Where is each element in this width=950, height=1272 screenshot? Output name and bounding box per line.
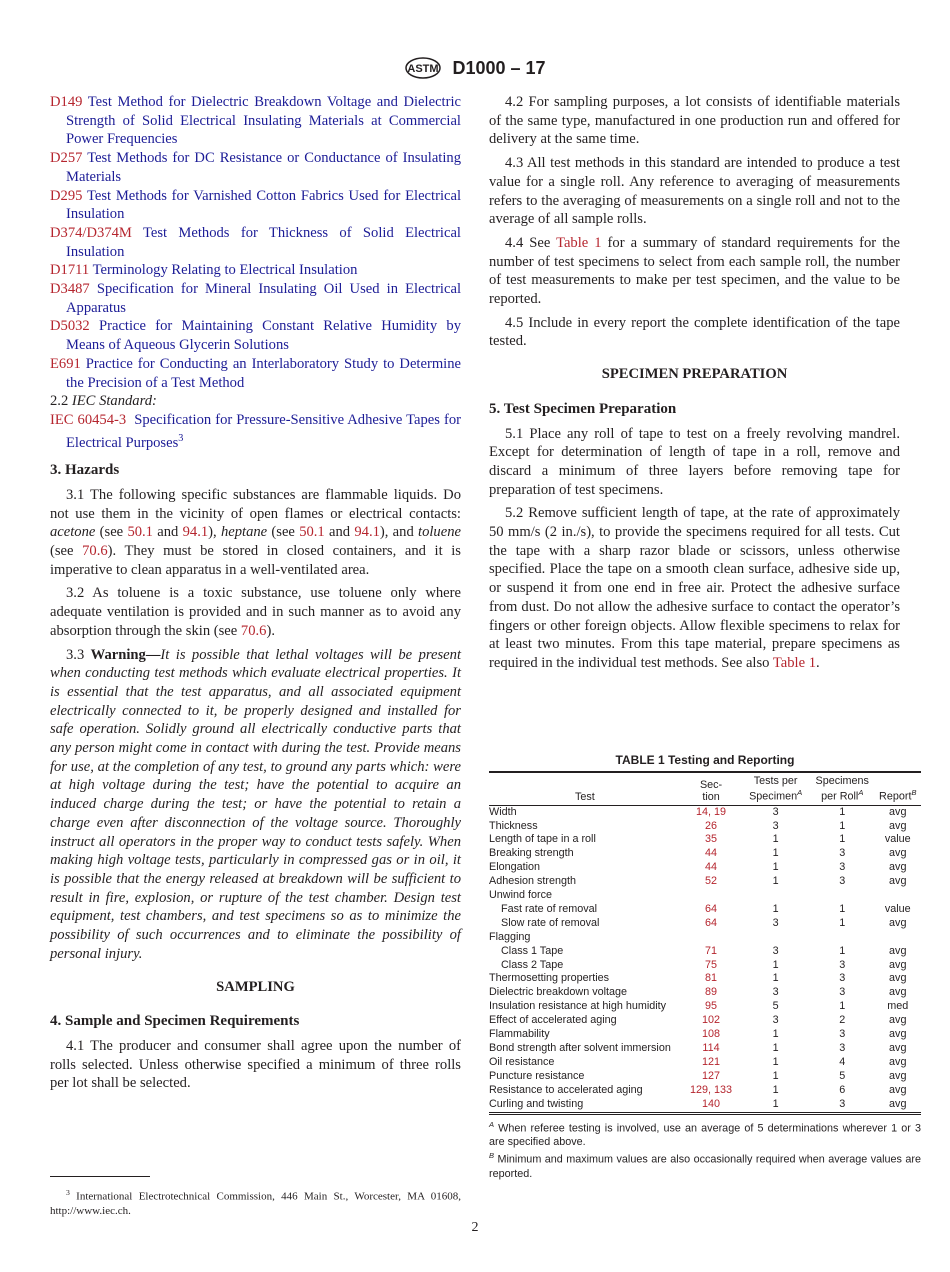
cell-report: avg [889,944,907,957]
cell-specimens-per-roll: 1 [839,833,846,846]
cell-specimens-per-roll: 5 [839,1069,846,1082]
reference-item-iec [50,411,461,452]
cell-test: Puncture resistance [489,1069,585,1082]
page-header [0,56,950,80]
cell-test: Insulation resistance at high humidity [489,1000,667,1013]
cell-section-link[interactable]: 95 [705,1000,718,1013]
cell-report: avg [889,916,907,929]
reference-title-link[interactable]: Test Methods for Varnished Cotton Fabrics Used for Electrical Insulation [66,187,462,223]
cell-test: Slow rate of removal [501,916,600,929]
paragraph-4-4: 4.4 See Table 1 for a summary of standard requirements for the number of test specimens to select from each sample roll, the number of test measurements to make per test specimen, and the value to be reported. [489,234,900,308]
cell-report: avg [889,1097,907,1110]
table-row [489,959,921,973]
cell-specimens-per-roll: 3 [839,861,846,874]
table-title: TABLE 1 Testing and Reporting [615,753,795,767]
reference-code-link[interactable]: D257 [50,150,83,167]
reference-title-link[interactable]: Terminology Relating to Electrical Insulation [92,262,358,279]
cell-section-link[interactable]: 35 [705,833,718,846]
reference-item [50,280,461,317]
cell-tests-per-specimen: 3 [772,986,779,999]
reference-code-link[interactable]: D3487 [50,281,90,298]
testing-reporting-table [489,771,921,1115]
cell-test: Dielectric breakdown voltage [489,986,628,999]
paragraph-5-1: 5.1 Place any roll of tape to test on a freely revolving mandrel. Except for determination of length of tape in a roll, remove and discard a minimum of three layers before removing tape for preparation of test specimens. [489,425,900,498]
cell-test: Unwind force [489,889,553,902]
paragraph-5-2: 5.2 Remove sufficient length of tape, at the rate of approximately 50 mm/s (2 in./s), to provide the specimens required for all tests. Cut the tape with a sharp razor blade or scissors, unless otherwise specified. Place the tape on a smooth clean surface, adhesive side up, or suspend it from one end in free air. Protect the adhesive surface from dust. Do not allow the adhesive surface to contact the operator’s fingers or other foreign objects. Allow flexible specimens to relax for at least two minutes. From this tape material, prepare specimens as required in the individual test methods. See also Table 1. [489,505,900,671]
cell-tests-per-specimen [741,889,810,903]
cell-specimens-per-roll: 3 [839,986,846,999]
cell-section-link[interactable]: 64 [705,916,718,929]
reference-title-link[interactable]: Test Method for Dielectric Breakdown Voltage and Dielectric Strength of Solid Electrical Insulating Materials at Commercial Power Frequencies [66,94,461,148]
table-row [489,1098,921,1113]
cell-section-link[interactable]: 52 [705,875,718,888]
paragraph-3-1: 3.1 The following specific substances are flammable liquids. Do not use them in the vicinity of open flames or electrical contacts: acetone (see 50.1 and 94.1), heptane (see 50.1 and 94.1), and toluene (see 70.6). They must be stored in closed containers, and it is imperative to clean apparatus in a well-ventilated area. [50,486,461,578]
column-header-tests-per-specimen: Tests per Specimen$^A$ [749,775,803,803]
cell-tests-per-specimen [741,931,810,945]
left-column [50,93,461,1098]
cell-specimens-per-roll [810,931,875,945]
table-row [489,875,921,889]
cell-section-link [681,931,742,945]
table-row [489,847,921,861]
cell-report: avg [889,819,907,832]
cell-section-link[interactable]: 121 [702,1055,721,1068]
table-note-b: $^B$ Minimum and maximum values are also occasionally required when average values are reported. [489,1151,921,1180]
cell-tests-per-specimen: 1 [772,875,779,888]
paragraph-4-1: 4.1 The producer and consumer shall agree upon the number of rolls selected. Unless otherwise specified a minimum of three rolls per lot shall be selected. [50,1037,461,1092]
section-link[interactable]: 50.1 [299,524,325,541]
cell-report: avg [889,875,907,888]
table-1-link[interactable]: Table 1 [772,654,817,671]
table-header-row [489,772,921,805]
cell-report: avg [889,1014,907,1027]
cell-test: Fast rate of removal [501,902,598,915]
table-body [489,805,921,1113]
cell-specimens-per-roll: 3 [839,875,846,888]
cell-tests-per-specimen: 5 [772,1000,779,1013]
cell-section-link[interactable]: 81 [705,972,718,985]
section-link[interactable]: 70.6 [240,622,267,639]
cell-specimens-per-roll: 4 [839,1055,846,1068]
section-title-specimen-preparation: SPECIMEN PREPARATION [601,366,788,383]
cell-specimens-per-roll [810,889,875,903]
cell-test: Breaking strength [489,847,574,860]
cell-report: avg [889,805,907,818]
section-heading-test-specimen-preparation: 5. Test Specimen Preparation [489,400,677,417]
cell-section-link[interactable]: 26 [705,819,718,832]
reference-code-link[interactable]: D374/D374M [50,224,132,241]
column-header-report: Report$^B$ [879,788,917,803]
table-row [489,833,921,847]
cell-section-link[interactable]: 140 [702,1097,721,1110]
table-row [489,931,921,945]
cell-specimens-per-roll: 3 [839,958,846,971]
paragraph-4-2: 4.2 For sampling purposes, a lot consists of identifiable materials of the same type, manufactured in one production run and offered for delivery at the same time. [489,94,900,148]
footnote-marker[interactable]: 3 [178,432,184,444]
astm-logo-icon [404,56,442,80]
cell-specimens-per-roll: 3 [839,847,846,860]
cell-specimens-per-roll: 2 [839,1014,846,1027]
cell-section-link [681,889,742,903]
cell-tests-per-specimen: 1 [772,1097,779,1110]
cell-section-link[interactable]: 108 [702,1028,721,1041]
cell-report: value [884,902,911,915]
column-header-specimens-per-roll: Specimens per Roll$^A$ [815,775,869,803]
cell-tests-per-specimen: 1 [772,847,779,860]
table-row [489,972,921,986]
table-1-link[interactable]: Table 1 [556,234,602,251]
reference-code-link[interactable]: IEC 60454-3 [50,411,127,428]
table-row [489,1084,921,1098]
section-link[interactable]: 70.6 [82,543,108,560]
cell-tests-per-specimen: 3 [772,916,779,929]
reference-item [50,149,461,186]
reference-title-link[interactable]: Specification for Pressure-Sensitive Adhesive Tapes for Electrical Purposes [66,411,461,451]
cell-report: avg [889,1083,907,1096]
cell-test: Class 1 Tape [501,944,564,957]
cell-tests-per-specimen: 1 [772,1042,779,1054]
cell-section-link[interactable]: 14, 19 [696,805,727,818]
paragraph-3-2: 3.2 As toluene is a toxic substance, use toluene only where adequate ventilation is provided and in such manner as to avoid any absorption through the skin (see 70.6). [50,585,461,639]
table-note-a: $^A$ When referee testing is involved, use an average of 5 determinations wherever 1 or 3 are specified above. [489,1119,921,1148]
document-designation: D1000 – 17 [452,57,546,78]
cell-specimens-per-roll: 3 [839,972,846,985]
cell-tests-per-specimen: 1 [772,1055,779,1068]
section-title-sampling: SAMPLING [216,978,295,995]
table-row [489,986,921,1000]
right-column [489,93,900,678]
table-row [489,1000,921,1014]
cell-section-link[interactable]: 127 [702,1069,721,1082]
cell-section-link[interactable]: 89 [705,986,718,999]
reference-code-link[interactable]: D1711 [50,262,90,279]
cell-section-link[interactable]: 44 [705,861,718,874]
cell-test: Oil resistance [489,1055,555,1068]
cell-specimens-per-roll: 1 [839,902,846,915]
cell-section-link[interactable]: 75 [705,958,718,971]
cell-test: Bond strength after solvent immersion [489,1042,671,1054]
cell-section-link[interactable]: 129, 133 [690,1083,733,1096]
cell-section-link[interactable]: 102 [702,1014,721,1027]
cell-tests-per-specimen: 1 [772,1083,779,1096]
cell-specimens-per-roll: 1 [839,805,846,818]
cell-specimens-per-roll: 1 [839,1000,846,1013]
footnote-divider [50,1176,150,1177]
cell-test: Thickness [489,819,538,832]
cell-report: avg [889,1028,907,1041]
cell-tests-per-specimen: 1 [772,833,779,846]
table-row [489,1028,921,1042]
cell-tests-per-specimen: 3 [772,819,779,832]
page-number: 2 [471,1220,479,1235]
cell-test: Length of tape in a roll [489,833,596,846]
reference-item [50,355,461,392]
reference-item [50,93,461,149]
cell-specimens-per-roll: 1 [839,819,846,832]
footnote-3: $^3$ International Electrotechnical Commission, 446 Main St., Worcester, MA 01608, http://www.iec.ch. [50,1188,461,1217]
table-row [489,820,921,834]
cell-test: Effect of accelerated aging [489,1014,617,1027]
column-header-section: Sec- tion [699,778,723,803]
cell-specimens-per-roll: 3 [839,1042,846,1054]
cell-tests-per-specimen: 1 [772,1069,779,1082]
table-row [489,1056,921,1070]
cell-tests-per-specimen: 1 [772,861,779,874]
cell-section-link[interactable]: 44 [705,847,718,860]
table-row [489,903,921,917]
cell-report: med [887,1000,909,1013]
cell-test: Adhesion strength [489,875,577,888]
table-row [489,1014,921,1028]
cell-specimens-per-roll: 6 [839,1083,846,1096]
cell-test: Resistance to accelerated aging [489,1083,643,1096]
table-row [489,889,921,903]
cell-report: avg [889,847,907,860]
cell-test: Class 2 Tape [501,958,564,971]
paragraph-4-5: 4.5 Include in every report the complete identification of the tape tested. [489,314,900,350]
cell-report [875,889,921,903]
cell-report: avg [889,958,907,971]
cell-section-link[interactable]: 71 [705,944,718,957]
table-row [489,917,921,931]
cell-report: value [884,833,911,846]
reference-title-link[interactable]: Practice for Maintaining Constant Relative Humidity by Means of Aqueous Glycerin Solutions [66,318,461,354]
reference-item [50,187,461,224]
iec-standard-heading: 2.2 IEC Standard: [50,393,157,410]
table-row [489,805,921,819]
reference-item [50,224,461,261]
cell-section-link[interactable]: 114 [702,1042,720,1054]
table-notes [489,1118,921,1182]
section-link[interactable]: 50.1 [127,524,153,541]
cell-test: Thermosetting properties [489,972,610,985]
cell-specimens-per-roll: 3 [839,1097,846,1110]
column-header-test: Test [574,790,595,803]
table-row [489,945,921,959]
cell-tests-per-specimen: 1 [772,972,779,985]
reference-item [50,261,461,280]
table-row [489,1070,921,1084]
cell-test: Flammability [489,1028,550,1041]
cell-test: Curling and twisting [489,1097,584,1110]
reference-title-link[interactable]: Test Methods for DC Resistance or Conductance of Insulating Materials [66,150,461,185]
cell-report: avg [889,1069,907,1082]
table-row [489,861,921,875]
reference-title-link[interactable]: Test Methods for Thickness of Solid Electrical Insulation [66,224,461,260]
reference-code-link[interactable]: E691 [50,355,81,372]
cell-report: avg [889,861,907,874]
paragraph-3-3-warning: 3.3 Warning—It is possible that lethal voltages will be present when conducting test methods which evaluate electrical properties. It is essential that the test apparatus, and all associated equipment electrically connected to it, be properly designed and installed for safe operation. Solidly ground all electrically conductive parts that any person might come in contact with during the test. Provide means for use, at the completion of any test, to ground any parts which: were at high voltage during the test; have the potential to acquire an induced charge during the test; or have the potential to retain a charge even after disconnection of the voltage source. Thoroughly instruct all operators in the proper way to conduct tests safely. When making high voltage tests, particularly in compressed gas or in oil, it is possible that the energy released at breakdown will be sufficient to result in fire, explosion, or rupture of the test chamber. Design test equipment, test chambers, and test specimens so as to minimize the possibility of such occurrences and to eliminate the possibility of personal injury. [50,646,461,962]
table-1 [489,753,921,1181]
reference-code-link[interactable]: D149 [50,94,83,110]
cell-specimens-per-roll: 1 [839,944,846,957]
cell-specimens-per-roll: 3 [839,1028,846,1041]
cell-report: avg [889,1055,907,1068]
section-heading-hazards: 3. Hazards [50,462,120,479]
warning-label: Warning— [90,646,161,663]
cell-tests-per-specimen: 1 [772,902,779,915]
reference-title-link[interactable]: Practice for Conducting an Interlaboratory Study to Determine the Precision of a Test Method [66,355,462,391]
paragraph-4-3: 4.3 All test methods in this standard are intended to produce a test value for a single roll. Any reference to averaging of measurements refers to the averaging of measurements on a single roll and not to the average of all sample rolls. [489,155,900,228]
cell-tests-per-specimen: 3 [772,944,779,957]
cell-test: Flagging [489,930,531,943]
cell-report: avg [889,972,907,985]
reference-code-link[interactable]: D5032 [50,318,90,335]
section-link[interactable]: 94.1 [354,524,380,541]
cell-tests-per-specimen: 3 [772,1014,779,1027]
table-row [489,1042,921,1056]
section-heading-sample-requirements: 4. Sample and Specimen Requirements [50,1013,300,1030]
cell-section-link[interactable]: 64 [705,902,718,915]
referenced-documents-list [50,93,461,452]
cell-test: Elongation [489,861,541,874]
cell-test: Width [489,805,517,818]
cell-report: avg [889,986,907,999]
cell-tests-per-specimen: 1 [772,1028,779,1041]
reference-title-link[interactable]: Specification for Mineral Insulating Oil Used in Electrical Apparatus [66,281,461,316]
cell-tests-per-specimen: 1 [772,958,779,971]
reference-code-link[interactable]: D295 [50,187,83,204]
cell-specimens-per-roll: 1 [839,916,846,929]
cell-report [875,931,921,945]
cell-report: avg [889,1042,907,1054]
svg-text:ASTM: ASTM [407,63,440,75]
section-link[interactable]: 94.1 [182,524,209,541]
cell-tests-per-specimen: 3 [772,805,779,818]
reference-item [50,317,461,354]
